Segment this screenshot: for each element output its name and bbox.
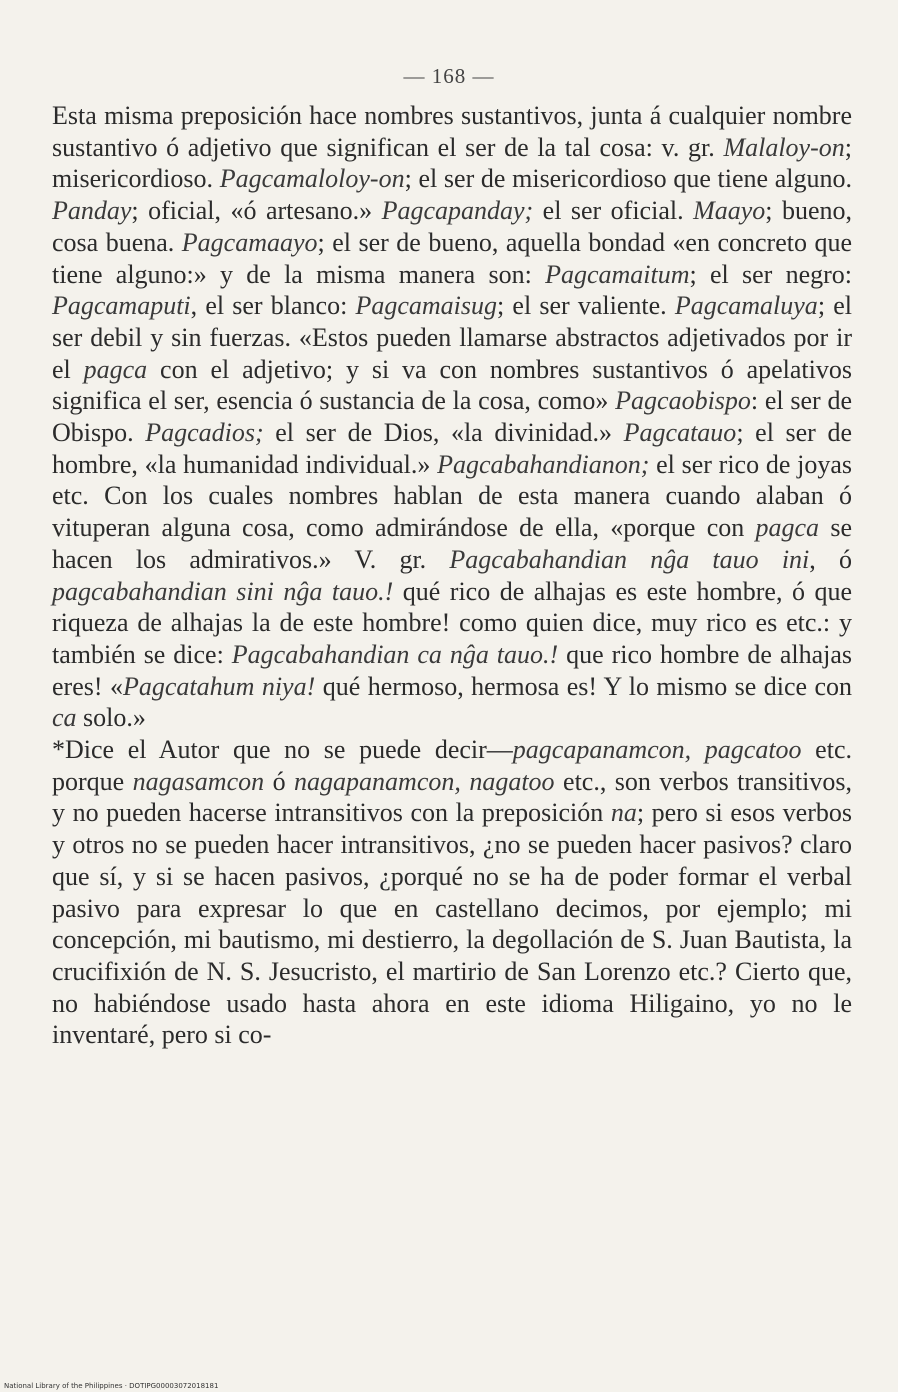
text-run: , el ser blanco: (190, 291, 356, 321)
italic-term: Malaloy-on (723, 132, 845, 162)
italic-term: Pagcabahandian nĝa tauo ini (449, 544, 810, 574)
text-run: : el ser de Obispo. (52, 386, 852, 448)
italic-term: Pagcamaitum (545, 259, 690, 289)
italic-term: na (610, 798, 637, 828)
italic-term: pagca (755, 513, 820, 543)
italic-term: Pagcamaputi (52, 291, 191, 321)
italic-term: pagcabahandian sini nĝa tauo.! (52, 576, 394, 606)
italic-term: Pagcamaloloy-on (219, 164, 405, 194)
text-run: el ser oficial. (533, 196, 694, 226)
italic-term: Pagcatauo (623, 418, 737, 448)
text-run: con el adjetivo; y si va con nombres sustantivos ó apelativos significa el ser, esencia ó sustancia de la cosa, como» (52, 354, 852, 416)
page-number: — 168 — (403, 64, 495, 88)
italic-term: Pagcabahandian ca nĝa tauo.! (231, 639, 559, 669)
italic-term: Pagcabahandianon; (437, 449, 650, 479)
italic-term: ca (52, 703, 77, 733)
italic-term: nagasamcon (132, 766, 265, 796)
italic-term: pagca (83, 354, 148, 384)
text-run: ; pero si esos verbos y otros no se pueden hacer intransitivos, ¿no se pueden hacer pasivos? claro que sí, y si se hacen pasivos, ¿porqué no se ha de poder formar el verbal pasivo para expresar lo que en castellano decimos, por ejemplo; mi concepción, mi bautismo, mi destierro, la degollación de S. Juan Bautista, la crucifixión de N. S. Jesucristo, el martirio de San Lorenzo etc.? Cierto que, no habiéndose usado hasta ahora en este idioma Hiligaino, yo no le inventaré, pero si co- (52, 798, 852, 1050)
text-run: etc., son verbos transitivos, y no pueden hacerse intransitivos con la preposición (52, 766, 852, 828)
text-run: ; el ser de hombre, «la humanidad individual.» (52, 418, 852, 479)
text-run: el ser de Dios, «la divinidad.» (263, 418, 624, 448)
text-run: ; oficial, «ó artesano.» (131, 196, 382, 226)
italic-term: pagcapanamcon, pagcatoo (512, 735, 802, 765)
italic-term: Pagcamaayo (181, 227, 318, 257)
paragraph-1 (52, 100, 852, 734)
text-run: qué rico de alhajas es este hombre, ó que riqueza de alhajas la de este hombre! como quien dice, muy rico es etc.: y también se dice: (52, 576, 852, 669)
text-run: , ó (809, 544, 852, 574)
italic-term: Pagcatahum niya! (122, 671, 316, 701)
text-run: el ser rico de joyas etc. Con los cuales nombres hablan de esta manera cuando alaban ó vituperan alguna cosa, como admirándose de ella, «porque con (52, 449, 852, 543)
italic-term: Maayo (693, 196, 766, 226)
text-run: ó (264, 766, 295, 796)
text-run: ; el ser de bueno, aquella bondad «en concreto que tiene alguno:» y de la misma manera son: (52, 227, 852, 289)
text-run: ; misericordioso. (52, 132, 852, 194)
text-run: ; el ser debil y sin fuerzas. «Estos pueden llamarse abstractos adjetivados por ir el (52, 291, 852, 384)
body-text (52, 100, 852, 1051)
italic-term: Pagcaobispo (615, 386, 751, 416)
italic-term: Pagcamaisug (355, 291, 498, 321)
text-run: se hacen los admirativos.» V. gr. (52, 513, 852, 574)
text-run: que rico hombre de alhajas eres! « (52, 639, 853, 701)
text-run: ; el ser negro: (689, 259, 852, 289)
text-run: solo.» (76, 703, 146, 733)
text-run: etc. porque (52, 735, 852, 796)
text-run: ; el ser valiente. (497, 291, 675, 321)
text-run: ; el ser de misericordioso que tiene alguno. (404, 164, 853, 194)
text-run: ; bueno, cosa buena. (52, 196, 852, 257)
text-run: *Dice el Autor que no se puede decir— (52, 735, 513, 765)
italic-term: Pagcapanday; (381, 196, 534, 226)
text-run: qué hermoso, hermosa es! Y lo mismo se dice con (315, 671, 853, 701)
paragraph-2 (52, 734, 852, 1051)
italic-term: Pagcadios; (145, 418, 264, 448)
italic-term: Pagcamaluya (674, 291, 818, 321)
italic-term: Panday (52, 196, 132, 226)
italic-term: nagapanamcon, nagatoo (294, 766, 555, 796)
scan-footer: National Library of the Philippines · DOTIPG00003072018181 (4, 1382, 219, 1390)
text-run: Esta misma preposición hace nombres sustantivos, junta á cualquier nombre sustantivo ó adjetivo que significan el ser de la tal cosa: v. gr. (52, 101, 852, 162)
